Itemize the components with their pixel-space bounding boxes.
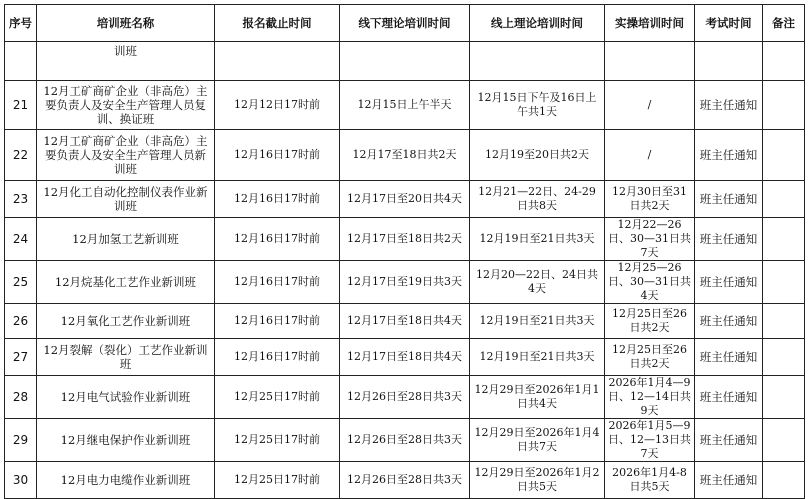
cell-name: 12月加氢工艺新训班 <box>37 218 215 261</box>
header-name: 培训班名称 <box>37 5 215 42</box>
cell-online <box>470 42 605 81</box>
header-remarks: 备注 <box>763 5 805 42</box>
cell-remarks <box>763 339 805 376</box>
cell-offline: 12月17日至19日共3天 <box>340 261 470 304</box>
cell-exam: 班主任通知 <box>695 130 763 181</box>
cell-seq: 28 <box>5 376 37 419</box>
cell-seq: 29 <box>5 419 37 462</box>
table-row <box>5 130 805 181</box>
cell-deadline: 12月25日17时前 <box>215 376 340 419</box>
cell-deadline: 12月25日17时前 <box>215 462 340 499</box>
cell-deadline: 12月16日17时前 <box>215 130 340 181</box>
cell-name: 12月烷基化工艺作业新训班 <box>37 261 215 304</box>
cell-remarks <box>763 462 805 499</box>
cell-name: 12月工矿商矿企业（非高危）主要负责人及安全生产管理人员复训、换证班 <box>37 81 215 130</box>
cell-remarks <box>763 304 805 339</box>
header-deadline: 报名截止时间 <box>215 5 340 42</box>
table-row <box>5 339 805 376</box>
cell-deadline: 12月16日17时前 <box>215 218 340 261</box>
cell-name: 12月工矿商矿企业（非高危）主要负责人及安全生产管理人员新训班 <box>37 130 215 181</box>
cell-seq: 27 <box>5 339 37 376</box>
cell-offline: 12月17至18日共2天 <box>340 130 470 181</box>
cell-practical: 2026年1月5—9日、12—13日共7天 <box>605 419 695 462</box>
cell-practical: / <box>605 81 695 130</box>
cell-name: 12月化工自动化控制仪表作业新训班 <box>37 181 215 218</box>
cell-exam <box>695 42 763 81</box>
cell-name: 12月氧化工艺作业新训班 <box>37 304 215 339</box>
cell-deadline: 12月12日17时前 <box>215 81 340 130</box>
cell-name: 12月裂解（裂化）工艺作业新训班 <box>37 339 215 376</box>
cell-deadline: 12月25日17时前 <box>215 419 340 462</box>
cell-remarks <box>763 261 805 304</box>
table-row <box>5 462 805 499</box>
cell-practical: 12月25日至26日共2天 <box>605 304 695 339</box>
cell-seq: 24 <box>5 218 37 261</box>
cell-offline: 12月17日至18日共4天 <box>340 304 470 339</box>
cell-seq <box>5 42 37 81</box>
cell-practical: 2026年1月4-8日共5天 <box>605 462 695 499</box>
cell-offline: 12月17日至20日共4天 <box>340 181 470 218</box>
cell-offline: 12月26日至28日共3天 <box>340 376 470 419</box>
cell-online: 12月29日至2026年1月4日共7天 <box>470 419 605 462</box>
cell-online: 12月19日至21日共3天 <box>470 304 605 339</box>
cell-exam: 班主任通知 <box>695 261 763 304</box>
cell-seq: 23 <box>5 181 37 218</box>
cell-exam: 班主任通知 <box>695 181 763 218</box>
cell-online: 12月20—22日、24日共4天 <box>470 261 605 304</box>
table-row <box>5 376 805 419</box>
cell-deadline: 12月16日17时前 <box>215 339 340 376</box>
cell-name: 12月电气试验作业新训班 <box>37 376 215 419</box>
cell-seq: 22 <box>5 130 37 181</box>
table-row <box>5 81 805 130</box>
cell-seq: 26 <box>5 304 37 339</box>
cell-deadline: 12月16日17时前 <box>215 181 340 218</box>
header-row <box>5 5 805 42</box>
cell-deadline <box>215 42 340 81</box>
cell-exam: 班主任通知 <box>695 419 763 462</box>
cell-offline: 12月15日上午半天 <box>340 81 470 130</box>
table-row <box>5 218 805 261</box>
header-practical: 实操培训时间 <box>605 5 695 42</box>
training-schedule-table <box>4 4 805 499</box>
header-online: 线上理论培训时间 <box>470 5 605 42</box>
cell-offline: 12月26日至28日共3天 <box>340 462 470 499</box>
cell-practical: 12月30日至31日共2天 <box>605 181 695 218</box>
cell-online: 12月19日至21日共3天 <box>470 218 605 261</box>
cell-remarks <box>763 376 805 419</box>
cell-practical: 2026年1月4—9日、12—14日共9天 <box>605 376 695 419</box>
cell-remarks <box>763 181 805 218</box>
cell-remarks <box>763 81 805 130</box>
cell-exam: 班主任通知 <box>695 304 763 339</box>
table-row <box>5 304 805 339</box>
cell-online: 12月29日至2026年1月1日共4天 <box>470 376 605 419</box>
header-offline: 线下理论培训时间 <box>340 5 470 42</box>
cell-seq: 21 <box>5 81 37 130</box>
cell-seq: 30 <box>5 462 37 499</box>
cell-offline <box>340 42 470 81</box>
cell-online: 12月29日至2026年1月2日共5天 <box>470 462 605 499</box>
cell-name: 12月电力电缆作业新训班 <box>37 462 215 499</box>
table-row <box>5 261 805 304</box>
cell-remarks <box>763 42 805 81</box>
cell-name: 训班 <box>37 42 215 81</box>
cell-offline: 12月26日至28日共3天 <box>340 419 470 462</box>
cell-deadline: 12月16日17时前 <box>215 261 340 304</box>
cell-exam: 班主任通知 <box>695 376 763 419</box>
cell-online: 12月21—22日、24-29日共8天 <box>470 181 605 218</box>
cell-deadline: 12月16日17时前 <box>215 304 340 339</box>
cell-offline: 12月17日至18日共2天 <box>340 218 470 261</box>
continuation-row <box>5 42 805 81</box>
header-seq: 序号 <box>5 5 37 42</box>
cell-exam: 班主任通知 <box>695 462 763 499</box>
cell-name: 12月继电保护作业新训班 <box>37 419 215 462</box>
cell-remarks <box>763 130 805 181</box>
cell-seq: 25 <box>5 261 37 304</box>
cell-practical: 12月25—26日、30—31日共4天 <box>605 261 695 304</box>
cell-online: 12月19至20日共2天 <box>470 130 605 181</box>
cell-practical: 12月25日至26日共2天 <box>605 339 695 376</box>
cell-exam: 班主任通知 <box>695 81 763 130</box>
table-row <box>5 181 805 218</box>
cell-practical <box>605 42 695 81</box>
cell-exam: 班主任通知 <box>695 218 763 261</box>
table-row <box>5 419 805 462</box>
cell-offline: 12月17日至18日共4天 <box>340 339 470 376</box>
cell-exam: 班主任通知 <box>695 339 763 376</box>
cell-practical: / <box>605 130 695 181</box>
cell-remarks <box>763 218 805 261</box>
cell-remarks <box>763 419 805 462</box>
cell-online: 12月19日至21日共3天 <box>470 339 605 376</box>
cell-online: 12月15日下午及16日上午共1天 <box>470 81 605 130</box>
cell-practical: 12月22—26日、30—31日共7天 <box>605 218 695 261</box>
header-exam: 考试时间 <box>695 5 763 42</box>
